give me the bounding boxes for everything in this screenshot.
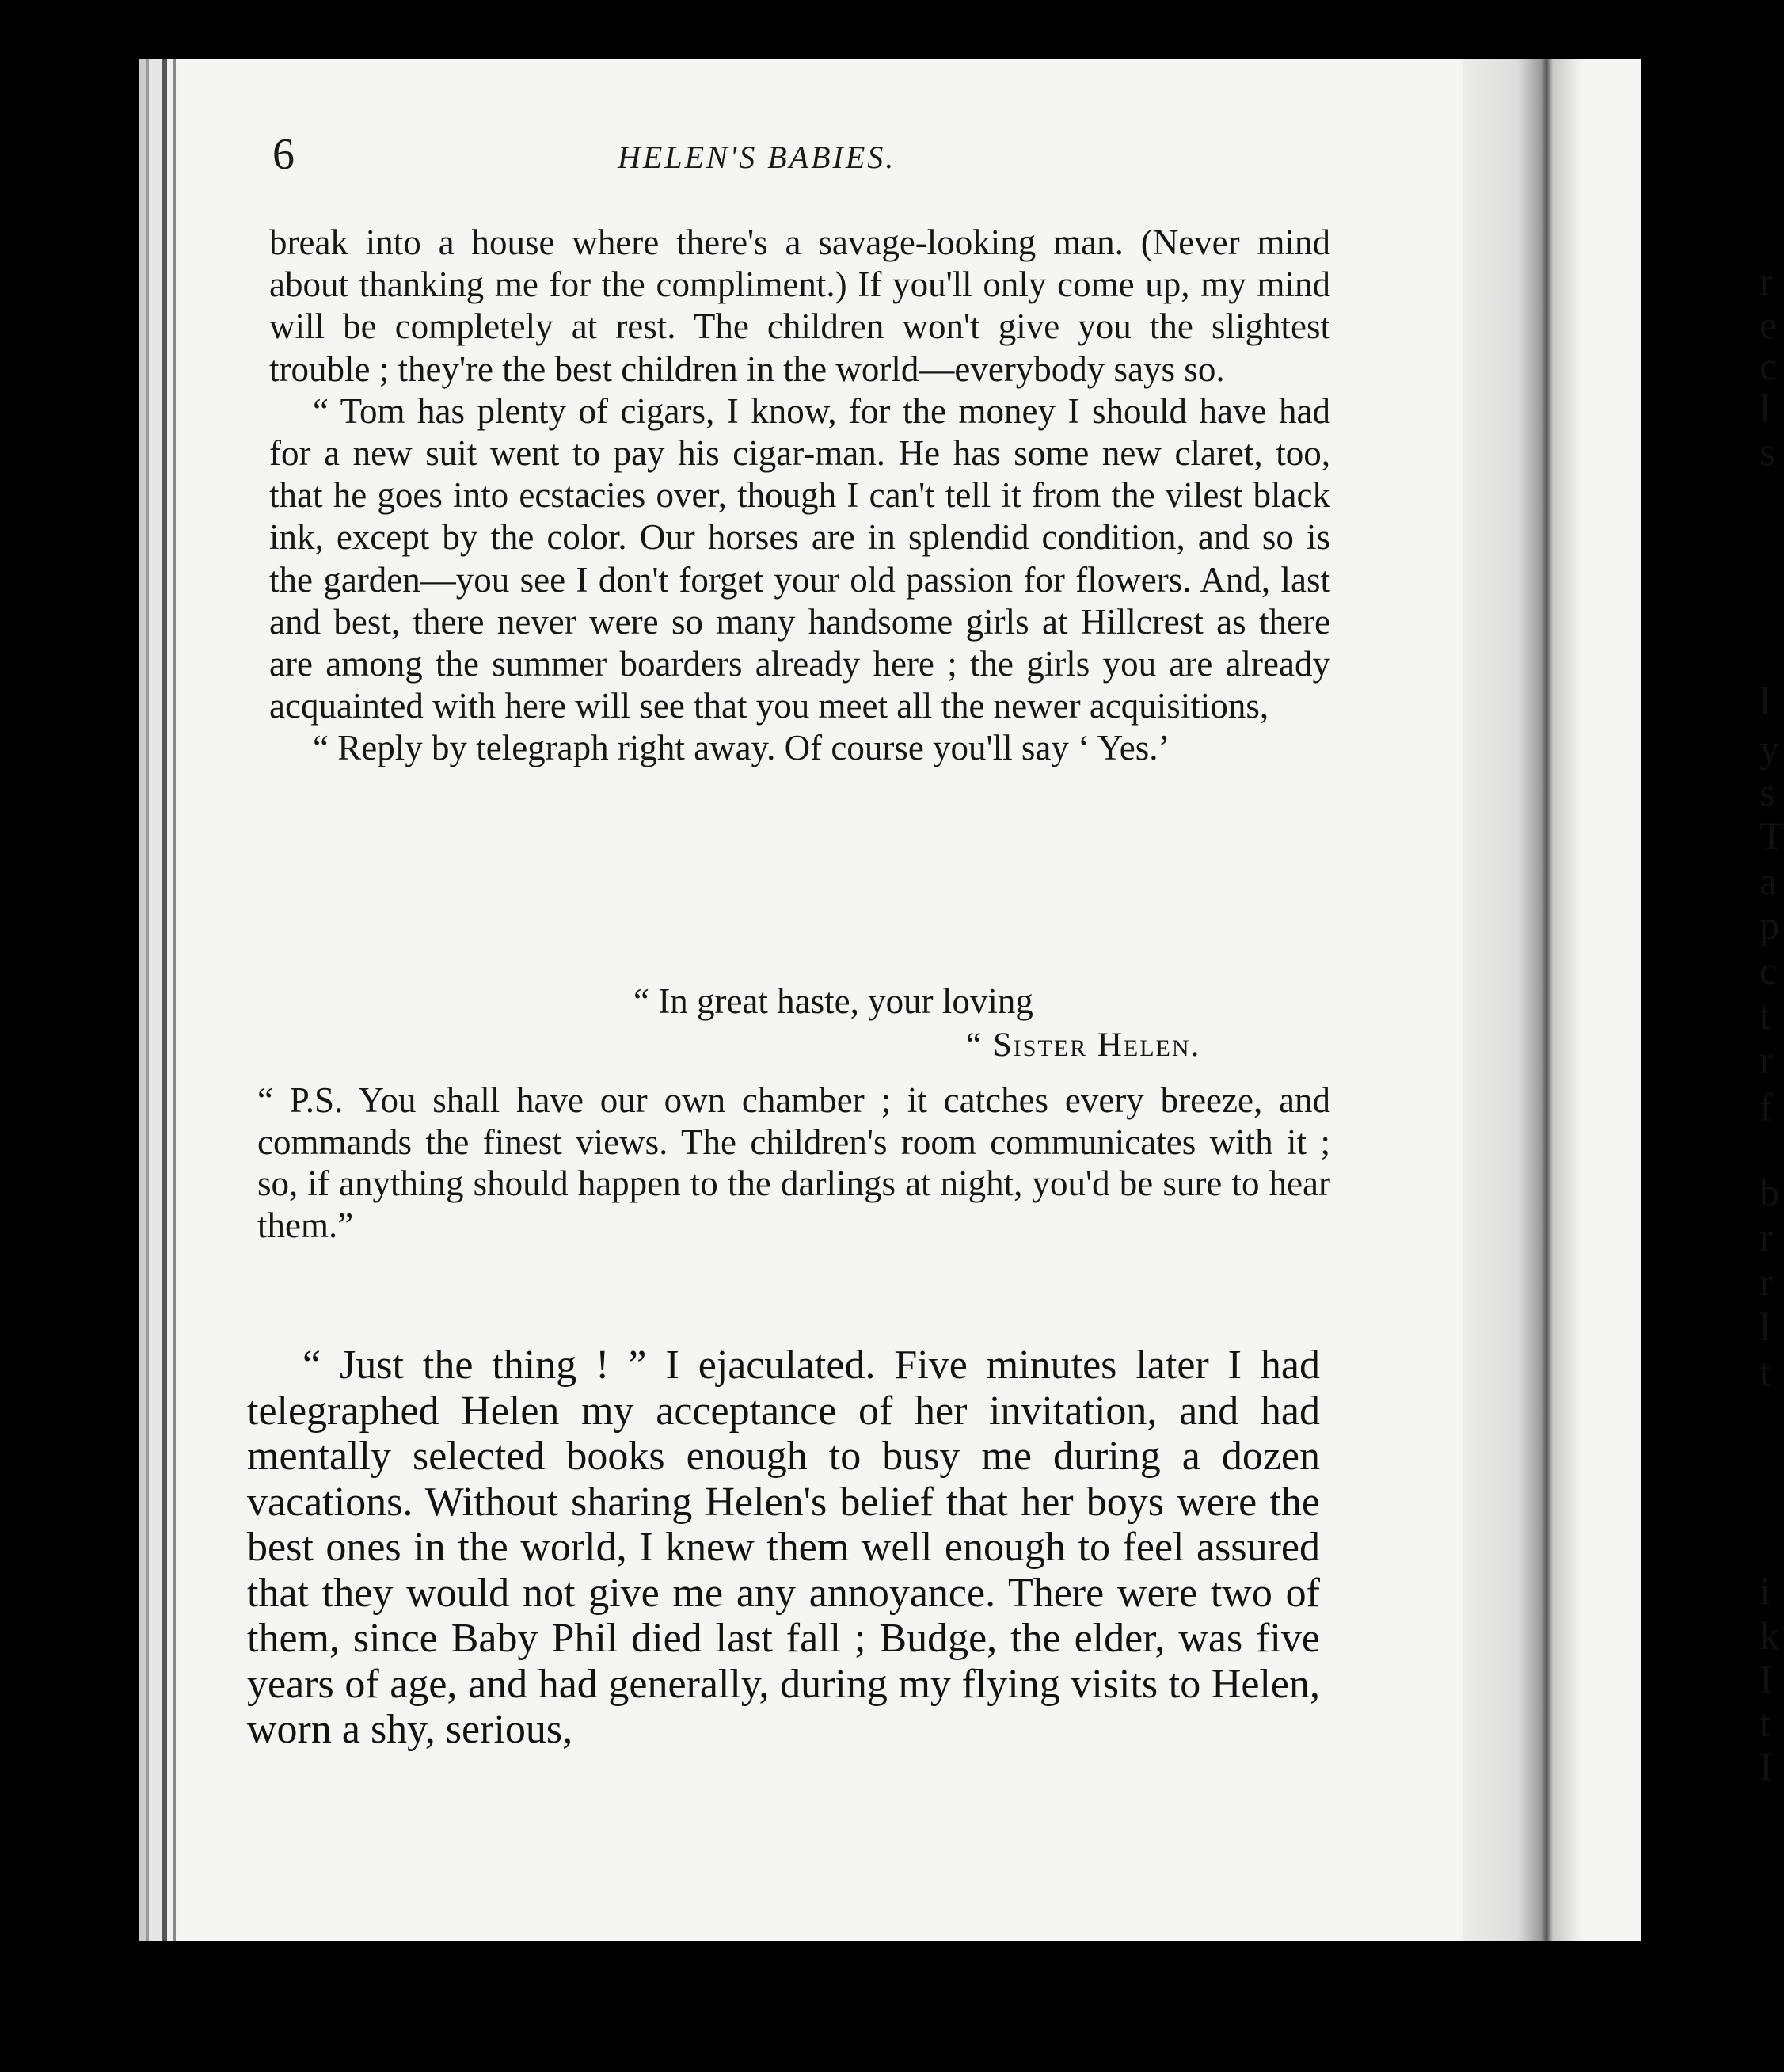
edge-letter: i [1759,1568,1771,1613]
edge-letter: s [1759,770,1775,814]
letter-paragraph: break into a house where there's a savage-looking man. (Never mind about thanking me for the compliment.) If you'll only come up, my mind will be completely at rest. The children won't give you the slightest trouble ; they're the best children in the world—everybody says so. [269,223,1330,389]
edge-letter: r [1759,1038,1773,1082]
edge-letter: b [1759,1170,1779,1214]
edge-letter: r [1759,1259,1773,1304]
edge-letter: f [1759,1085,1773,1129]
running-title: HELEN'S BABIES. [618,139,896,175]
edge-letter: r [1759,259,1773,303]
facing-page-edge [1758,59,1784,1941]
page-number: 6 [272,130,295,179]
edge-letter: r [1759,1215,1773,1259]
edge-letter: s [1759,429,1775,474]
postscript [257,1080,1330,1246]
letter-paragraph: “ Tom has plenty of cigars, I know, for the money I should have had for a new suit went to pay his cigar-man. He has some new claret, too, that he goes into ecstacies over, though I can't tell it from the vilest black ink, except by the color. Our horses are in splendid condition, and so is the garden—you see I don't forget your old passion for flowers. And, last and best, there never were so many handsome girls at Hillcrest as there are among the summer boarders already here ; the girls you are already acquainted with here will see that you meet all the newer acquisitions, [269,390,1330,726]
letter-paragraph: “ Reply by telegraph right away. Of course you'll say ‘ Yes.’ [313,728,1170,768]
edge-letter: t [1759,1701,1771,1745]
edge-letter: c [1759,948,1778,992]
book-gutter [1463,59,1641,1941]
running-head [238,123,1378,186]
edge-letter: c [1759,344,1778,388]
edge-letter: l [1759,386,1771,430]
edge-letter: t [1759,993,1771,1038]
edge-letter: p [1759,903,1779,947]
scan-bottom-margin [139,1941,1641,2072]
letter-closing: “ In great haste, your loving [633,981,1033,1021]
postscript-paragraph: “ P.S. You shall have our own chamber ; it catches every breeze, and commands the finest views. The children's room communicates with it ; so, if anything should happen to the darlings at night, you'd be sure to hear them.” [257,1080,1330,1245]
edge-letter: y [1759,726,1779,771]
edge-letter: t [1759,1350,1771,1394]
edge-letter: I [1759,1744,1773,1788]
narrative-body [247,1343,1320,1753]
letter-body [269,222,1330,770]
narrative-paragraph: “ Just the thing ! ” I ejaculated. Five minutes later I had telegraphed Helen my acceptance of her invitation, and had mentally selected books enough to busy me during a dozen vacations. Without sharing Helen's belief that her boys were the best ones in the world, I knew them well enough to feel assured that they would not give me any annoyance. There were two of them, since Baby Phil died last fall ; Budge, the elder, was five years of age, and had generally, during my flying visits to Helen, worn a shy, serious, [247,1343,1320,1752]
edge-letter: k [1759,1613,1779,1658]
edge-letter: e [1759,303,1778,347]
book-edge-left [139,59,180,1941]
edge-letter: T [1759,813,1784,858]
letter-signature: “ Sister Helen. [966,1026,1201,1064]
edge-letter: a [1759,859,1778,903]
edge-letter: l [1759,679,1771,723]
edge-letter: l [1759,1305,1771,1349]
edge-letter: I [1759,1657,1773,1701]
